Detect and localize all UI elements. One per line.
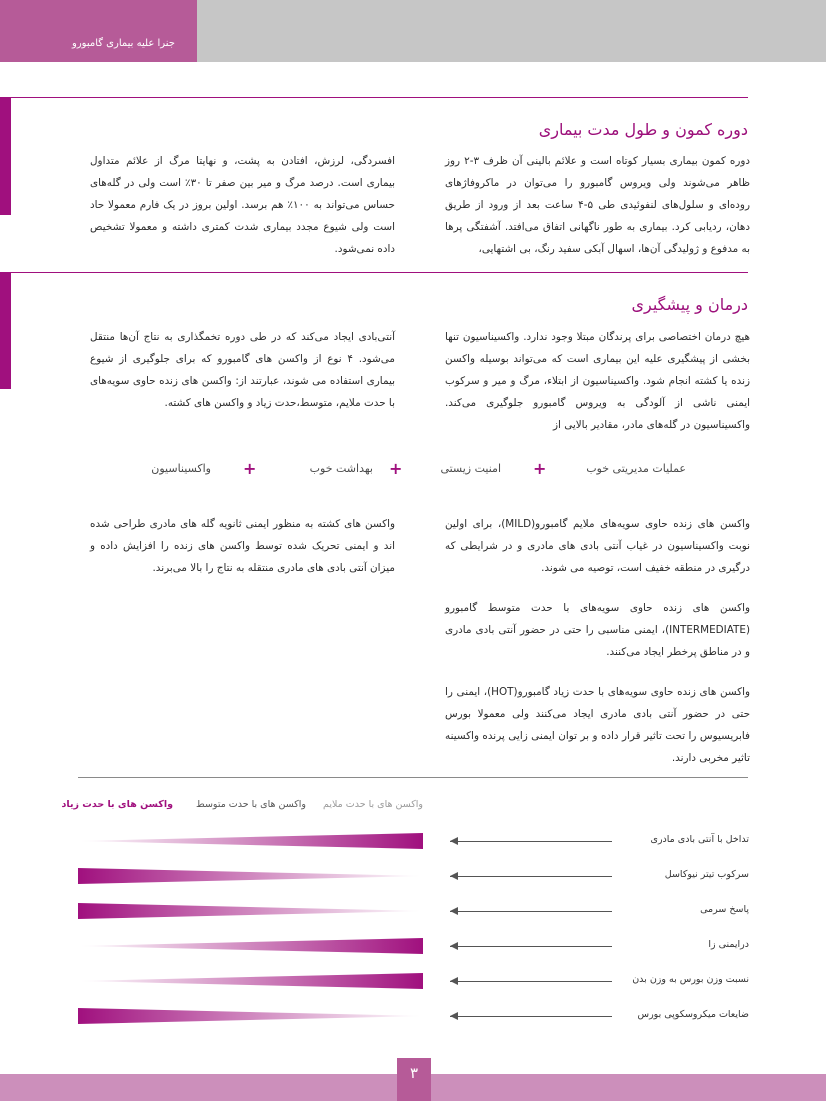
- section-rule: [11, 97, 748, 98]
- plus-icon: +: [533, 459, 547, 478]
- running-title: جنرا علیه بیماری گامبورو: [72, 38, 175, 49]
- chart-bar: [78, 902, 423, 920]
- flow-item-biosecurity: امنیت زیستی: [440, 462, 501, 475]
- chart-bar-wedge: [78, 973, 423, 989]
- arrow-left-icon: [450, 872, 458, 880]
- row-arrow-line: [450, 1016, 612, 1017]
- chart-rule: [78, 777, 748, 778]
- paragraph-treatment-right: هیچ درمان اختصاصی برای پرندگان مبتلا وجود ندارد. واکسیناسیون تنها بخشی از پیشگیری علیه این بیماری است که می‌تواند بوسیله واکسن زنده یا کشته انجام شود. واکسیناسیون از ابتلاء، مرگ و میر و سرکوب ایمنی ناشی از آلودگی به ویروس گامبورو جلوگیری می‌کند. واکسیناسیون در گله‌های مادر، مقادیر بالایی از: [445, 331, 750, 431]
- arrow-left-icon: [450, 837, 458, 845]
- paragraph-incubation-left: افسردگی، لرزش، افتادن به پشت، و نهایتا مرگ از علائم متداول بیماری است. درصد مرگ و میر بین صفر تا ۳۰٪ است ولی در گله‌های حساس می‌تواند به ۱۰۰٪ هم برسد. اولین بروز در یک فارم معمولا حاد است ولی شیوع مجدد بیماری شدت کمتری داشته و معمولا تشخیص داده نمی‌شود.: [90, 155, 395, 255]
- paragraph-incubation-right: دوره کمون بیماری بسیار کوتاه است و علائم بالینی آن ظرف ۳-۲ روز ظاهر می‌شوند ولی ویروس گامبورو را می‌توان در ماکروفاژهای روده‌ای و سلول‌های لنفوئیدی طی ۵-۴ ساعت بعد از ورود از طریق دهان، ردیابی کرد. بیماری به طور ناگهانی اتفاق می‌افتد. آشفتگی پرها به مدفوع و ژولیدگی آن‌ها، اسهال آبکی سفید رنگ، بی اشتهایی،: [445, 155, 750, 255]
- flow-item-vaccination: واکسیناسیون: [151, 462, 211, 475]
- row-arrow-line: [450, 876, 612, 877]
- row-label: ضایعات میکروسکوپی بورس: [637, 1009, 749, 1020]
- paragraph-hot: واکسن های زنده حاوی سویه‌های با حدت زیاد گامبورو(HOT)، ایمنی را حتی در حضور آنتی بادی مادری ایجاد می‌کنند ولی معمولا بورس فابریسیوس را تحت تاثیر قرار داده و بر توان ایمنی زایی پرنده واکسینه تاثیر مخربی دارند.: [445, 686, 750, 764]
- row-arrow-line: [450, 946, 612, 947]
- row-label: درایمنی زا: [708, 939, 749, 950]
- chart-bar: [78, 832, 423, 850]
- chart-bar-wedge: [78, 938, 423, 954]
- side-accent: [0, 97, 11, 215]
- chart-bar: [78, 1007, 423, 1025]
- chart-bar: [78, 937, 423, 955]
- flow-item-hygiene: بهداشت خوب: [309, 462, 373, 475]
- arrow-left-icon: [450, 907, 458, 915]
- section-title-treatment: درمان و پیشگیری: [631, 295, 748, 314]
- section-title-incubation: دوره کمون و طول مدت بیماری: [538, 120, 748, 139]
- header-tab: [0, 0, 197, 62]
- row-label: پاسخ سرمی: [700, 904, 749, 915]
- arrow-left-icon: [450, 977, 458, 985]
- paragraph-intermediate: واکسن های زنده حاوی سویه‌های با حدت متوسط گامبورو (INTERMEDIATE)، ایمنی مناسبی را حتی در حضور آنتی بادی مادری و در مناطق پرخطر ایجاد می‌کنند.: [445, 602, 750, 658]
- arrow-left-icon: [450, 1012, 458, 1020]
- row-arrow-line: [450, 981, 612, 982]
- chart-bar: [78, 867, 423, 885]
- row-arrow-line: [450, 911, 612, 912]
- row-arrow-line: [450, 841, 612, 842]
- page-number: ۳: [397, 1058, 431, 1101]
- row-label: تداخل با آنتی بادی مادری: [650, 834, 749, 845]
- paragraph-mild: واکسن های زنده حاوی سویه‌های ملایم گامبورو(MILD)، برای اولین نوبت واکسیناسیون در غیاب آنتی بادی های مادری و در شرایطی که درگیری در منطقه خفیف است، توصیه می شوند.: [445, 518, 750, 574]
- plus-icon: +: [243, 459, 257, 478]
- flow-item-management: عملیات مدیریتی خوب: [586, 462, 686, 475]
- row-label: نسبت وزن بورس به وزن بدن: [632, 974, 749, 985]
- plus-icon: +: [389, 459, 403, 478]
- arrow-left-icon: [450, 942, 458, 950]
- section-rule: [11, 272, 748, 273]
- legend-intermediate: واکسن های با حدت متوسط: [195, 799, 306, 810]
- side-accent: [0, 272, 11, 389]
- legend-hot: واکسن های با حدت زیاد: [61, 799, 173, 810]
- paragraph-treatment-left: آنتی‌بادی ایجاد می‌کند که در طی دوره تخمگذاری به نتاج آن‌ها منتقل می‌شود. ۴ نوع از واکسن های گامبورو که برای جلوگیری از شیوع بیماری استفاده می شوند، عبارتند از: واکسن های زنده حاوی سویه‌های با حدت ملایم، متوسط،حدت زیاد و واکسن های کشته.: [90, 331, 395, 409]
- row-label: سرکوب تیتر نیوکاسل: [664, 869, 749, 880]
- chart-bar: [78, 972, 423, 990]
- legend-mild: واکسن های با حدت ملایم: [323, 799, 423, 810]
- chart-bar-wedge: [78, 868, 423, 884]
- chart-bar-wedge: [78, 1008, 423, 1024]
- paragraph-killed: واکسن های کشته به منظور ایمنی ثانویه گله های مادری طراحی شده اند و ایمنی تحریک شده توسط واکسن های زنده را افزایش داده و میزان آنتی بادی های مادری منتقله به نتاج را بالا می‌برند.: [90, 518, 395, 574]
- chart-bar-wedge: [78, 903, 423, 919]
- chart-bar-wedge: [78, 833, 423, 849]
